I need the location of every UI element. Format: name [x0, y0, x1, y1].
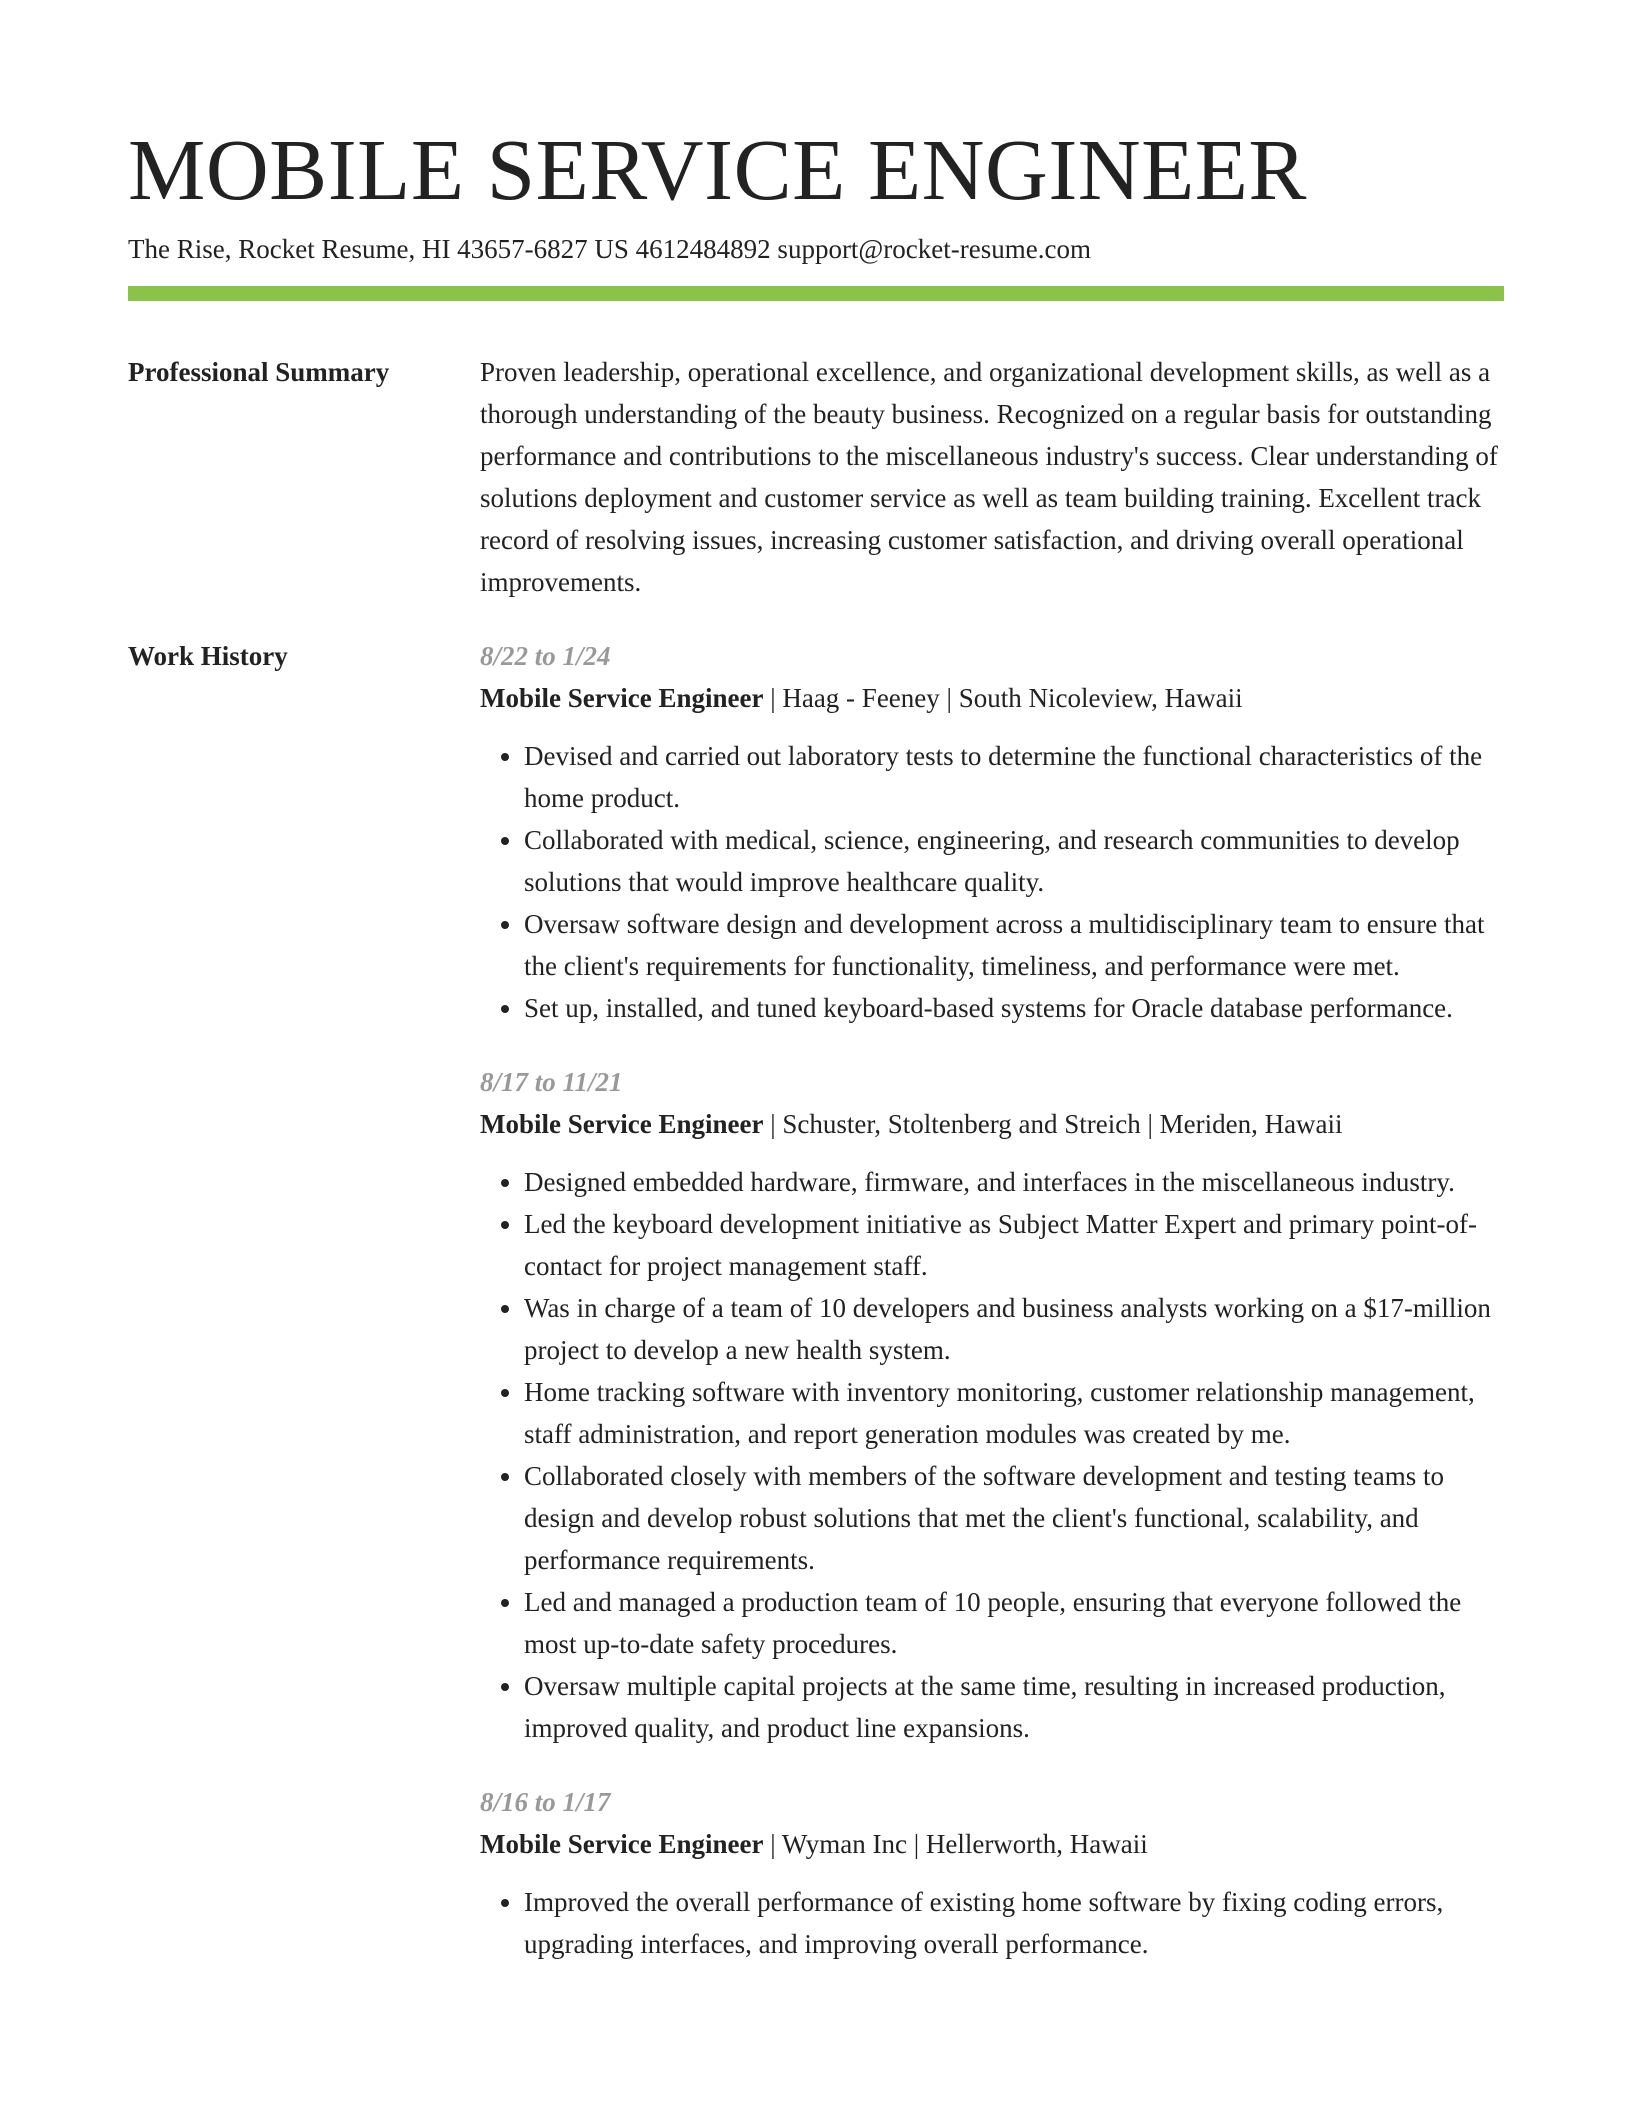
job-separator: |	[763, 683, 783, 713]
job-company: Haag - Feeney	[782, 683, 940, 713]
job-dates: 8/22 to 1/24	[480, 641, 611, 671]
job-bullet: • Improved the overall performance of existing home software by fixing coding errors, upgrading interfaces, and improving overall performance.	[524, 1881, 1500, 1965]
job-bullet-list	[480, 1161, 1500, 1749]
job-title: Mobile Service Engineer	[480, 1109, 764, 1139]
job-bullet: • Led and managed a production team of 10 people, ensuring that everyone followed the most up-to-date safety procedures.	[524, 1581, 1500, 1665]
job-company: Wyman Inc	[781, 1829, 907, 1859]
job-bullet: • Designed embedded hardware, firmware, and interfaces in the miscellaneous industry.	[524, 1161, 1500, 1203]
job-heading	[480, 677, 1500, 719]
job-bullet: • Home tracking software with inventory monitoring, customer relationship management, staff administration, and report generation modules was created by me.	[524, 1371, 1500, 1455]
job-location: South Nicoleview, Hawaii	[958, 683, 1243, 713]
job-company: Schuster, Stoltenberg and Streich	[782, 1109, 1141, 1139]
job-bullet: • Devised and carried out laboratory tests to determine the functional characteristics of the home product.	[524, 735, 1500, 819]
job-bullet: • Oversaw software design and development across a multidisciplinary team to ensure that the client's requirements for functionality, timeliness, and performance were met.	[524, 903, 1500, 987]
job-separator: |	[763, 1829, 782, 1859]
work-history-body	[480, 635, 1500, 1997]
job-bullet: • Was in charge of a team of 10 developers and business analysts working on a $17-million project to develop a new health system.	[524, 1287, 1500, 1371]
job-location: Hellerworth, Hawaii	[925, 1829, 1148, 1859]
job-entry	[480, 1061, 1500, 1749]
job-location: Meriden, Hawaii	[1159, 1109, 1343, 1139]
job-heading	[480, 1103, 1500, 1145]
job-bullet-list	[480, 1881, 1500, 1965]
job-dates: 8/17 to 11/21	[480, 1067, 623, 1097]
job-bullet: • Set up, installed, and tuned keyboard-based systems for Oracle database performance.	[524, 987, 1500, 1029]
summary-body	[480, 351, 1500, 603]
job-dates: 8/16 to 1/17	[480, 1787, 611, 1817]
job-title: Mobile Service Engineer	[480, 1829, 764, 1859]
job-bullet-list	[480, 735, 1500, 1029]
job-heading	[480, 1823, 1500, 1865]
job-bullet: • Led the keyboard development initiative as Subject Matter Expert and primary point-of-contact for project management staff.	[524, 1203, 1500, 1287]
job-entry	[480, 1781, 1500, 1965]
job-bullet: • Collaborated closely with members of the software development and testing teams to design and develop robust solutions that met the client's functional, scalability, and performance requirements.	[524, 1455, 1500, 1581]
job-bullet: • Oversaw multiple capital projects at the same time, resulting in increased production, improved quality, and product line expansions.	[524, 1665, 1500, 1749]
job-title: Mobile Service Engineer	[480, 683, 764, 713]
job-entry	[480, 635, 1500, 1029]
job-separator: |	[1140, 1109, 1160, 1139]
job-separator: |	[763, 1109, 783, 1139]
job-separator: |	[906, 1829, 926, 1859]
contact-line: The Rise, Rocket Resume, HI 43657-6827 US 4612484892 support@rocket-resume.com	[128, 234, 1091, 264]
summary-text: Proven leadership, operational excellence, and organizational development skills, as well as a thorough understanding of the beauty business. Recognized on a regular basis for outstanding performance and contributions to the miscellaneous industry's success. Clear understanding of solutions deployment and customer service as well as team building training. Excellent track record of resolving issues, increasing customer satisfaction, and driving overall operational improvements.	[480, 357, 1498, 597]
header-divider	[128, 286, 1504, 301]
section-label-work-history: Work History	[128, 641, 288, 671]
job-bullet: • Collaborated with medical, science, engineering, and research communities to develop solutions that would improve healthcare quality.	[524, 819, 1500, 903]
resume-title: MOBILE SERVICE ENGINEER	[128, 121, 1307, 218]
job-separator: |	[939, 683, 959, 713]
section-label-professional-summary: Professional Summary	[128, 357, 390, 387]
